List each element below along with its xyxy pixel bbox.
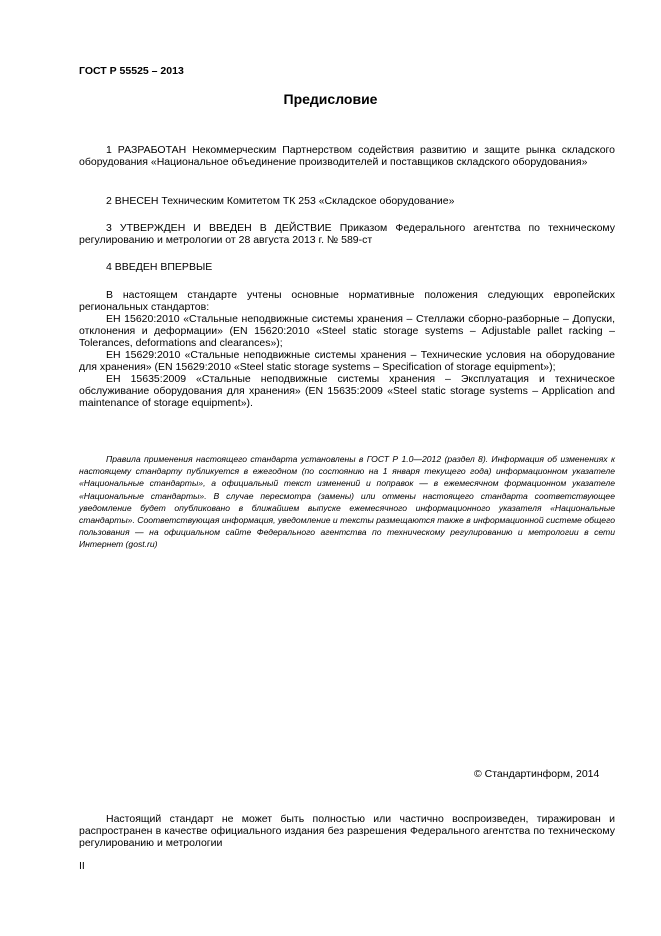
item-approved-text: 3 УТВЕРЖДЕН И ВВЕДЕН В ДЕЙСТВИЕ Приказом Федерального агентства по техническому регулированию и метрологии от 28 августа 2013 г. № 589-ст [79, 222, 615, 246]
application-rules-text: Правила применения настоящего стандарта установлены в ГОСТ Р 1.0—2012 (раздел 8). Информация об изменениях к настоящему стандарту публикуется в ежегодном (по состоянию на 1 января текущего года) информационном указателе «Национальные стандарты», а официальный текст изменений и поправок — в ежемесячном формационном указателе «Национальные стандарты». В случае пересмотра (замены) или отмены настоящего стандарта соответствующее уведомление будет опубликовано в ближайшем выпуске ежемесячного информационного указателя «Национальные стандарты». Соответствующая информация, уведомление и тексты размещаются также в информационной системе общего пользования — на официальном сайте Федерального агентства по техническому регулированию и метрологии в сети Интернет (gost.ru) [79, 454, 615, 550]
reproduction-notice [79, 813, 615, 849]
page-number: II [79, 860, 85, 872]
page-title: Предисловие [283, 91, 378, 107]
item-first-time [79, 261, 615, 273]
copyright: © Стандартинформ, 2014 [474, 768, 600, 780]
regional-intro: В настоящем стандарте учтены основные нормативные положения следующих европейских региональных стандартов: [79, 289, 615, 313]
item-introduced [79, 195, 615, 207]
item-introduced-text: 2 ВНЕСЕН Техническим Комитетом ТК 253 «Складское оборудование» [106, 195, 455, 207]
document-code: ГОСТ Р 55525 – 2013 [79, 65, 184, 77]
item-first-time-text: 4 ВВЕДЕН ВПЕРВЫЕ [106, 261, 213, 273]
application-rules [79, 453, 615, 551]
standard-en15620: ЕН 15620:2010 «Стальные неподвижные системы хранения – Стеллажи сборно-разборные – Допуски, отклонения и деформации» (EN 15620:2010 «Steel static storage systems – Adjustable pallet racking – Tolerances, deformations and clearances»); [79, 313, 615, 349]
item-developed-text: 1 РАЗРАБОТАН Некоммерческим Партнерством содействия развитию и защите рынка складского оборудования «Национальное объединение производителей и поставщиков складского оборудования» [79, 144, 615, 168]
regional-standards-section [79, 289, 615, 409]
standard-en15629: ЕН 15629:2010 «Стальные неподвижные системы хранения – Технические условия на оборудование для хранения» (EN 15629:2010 «Steel static storage systems – Specification of storage equipment»); [79, 349, 615, 373]
reproduction-notice-text: Настоящий стандарт не может быть полностью или частично воспроизведен, тиражирован и распространен в качестве официального издания без разрешения Федерального агентства по техническому регулированию и метрологии [79, 813, 615, 849]
item-approved [79, 222, 615, 246]
standard-en15635: ЕН 15635:2009 «Стальные неподвижные системы хранения – Эксплуатация и техническое обслуживание оборудования для хранения» (EN 15635:2009 «Steel static storage systems – Application and maintenance of storage equipment»). [79, 373, 615, 409]
item-developed [79, 144, 615, 168]
